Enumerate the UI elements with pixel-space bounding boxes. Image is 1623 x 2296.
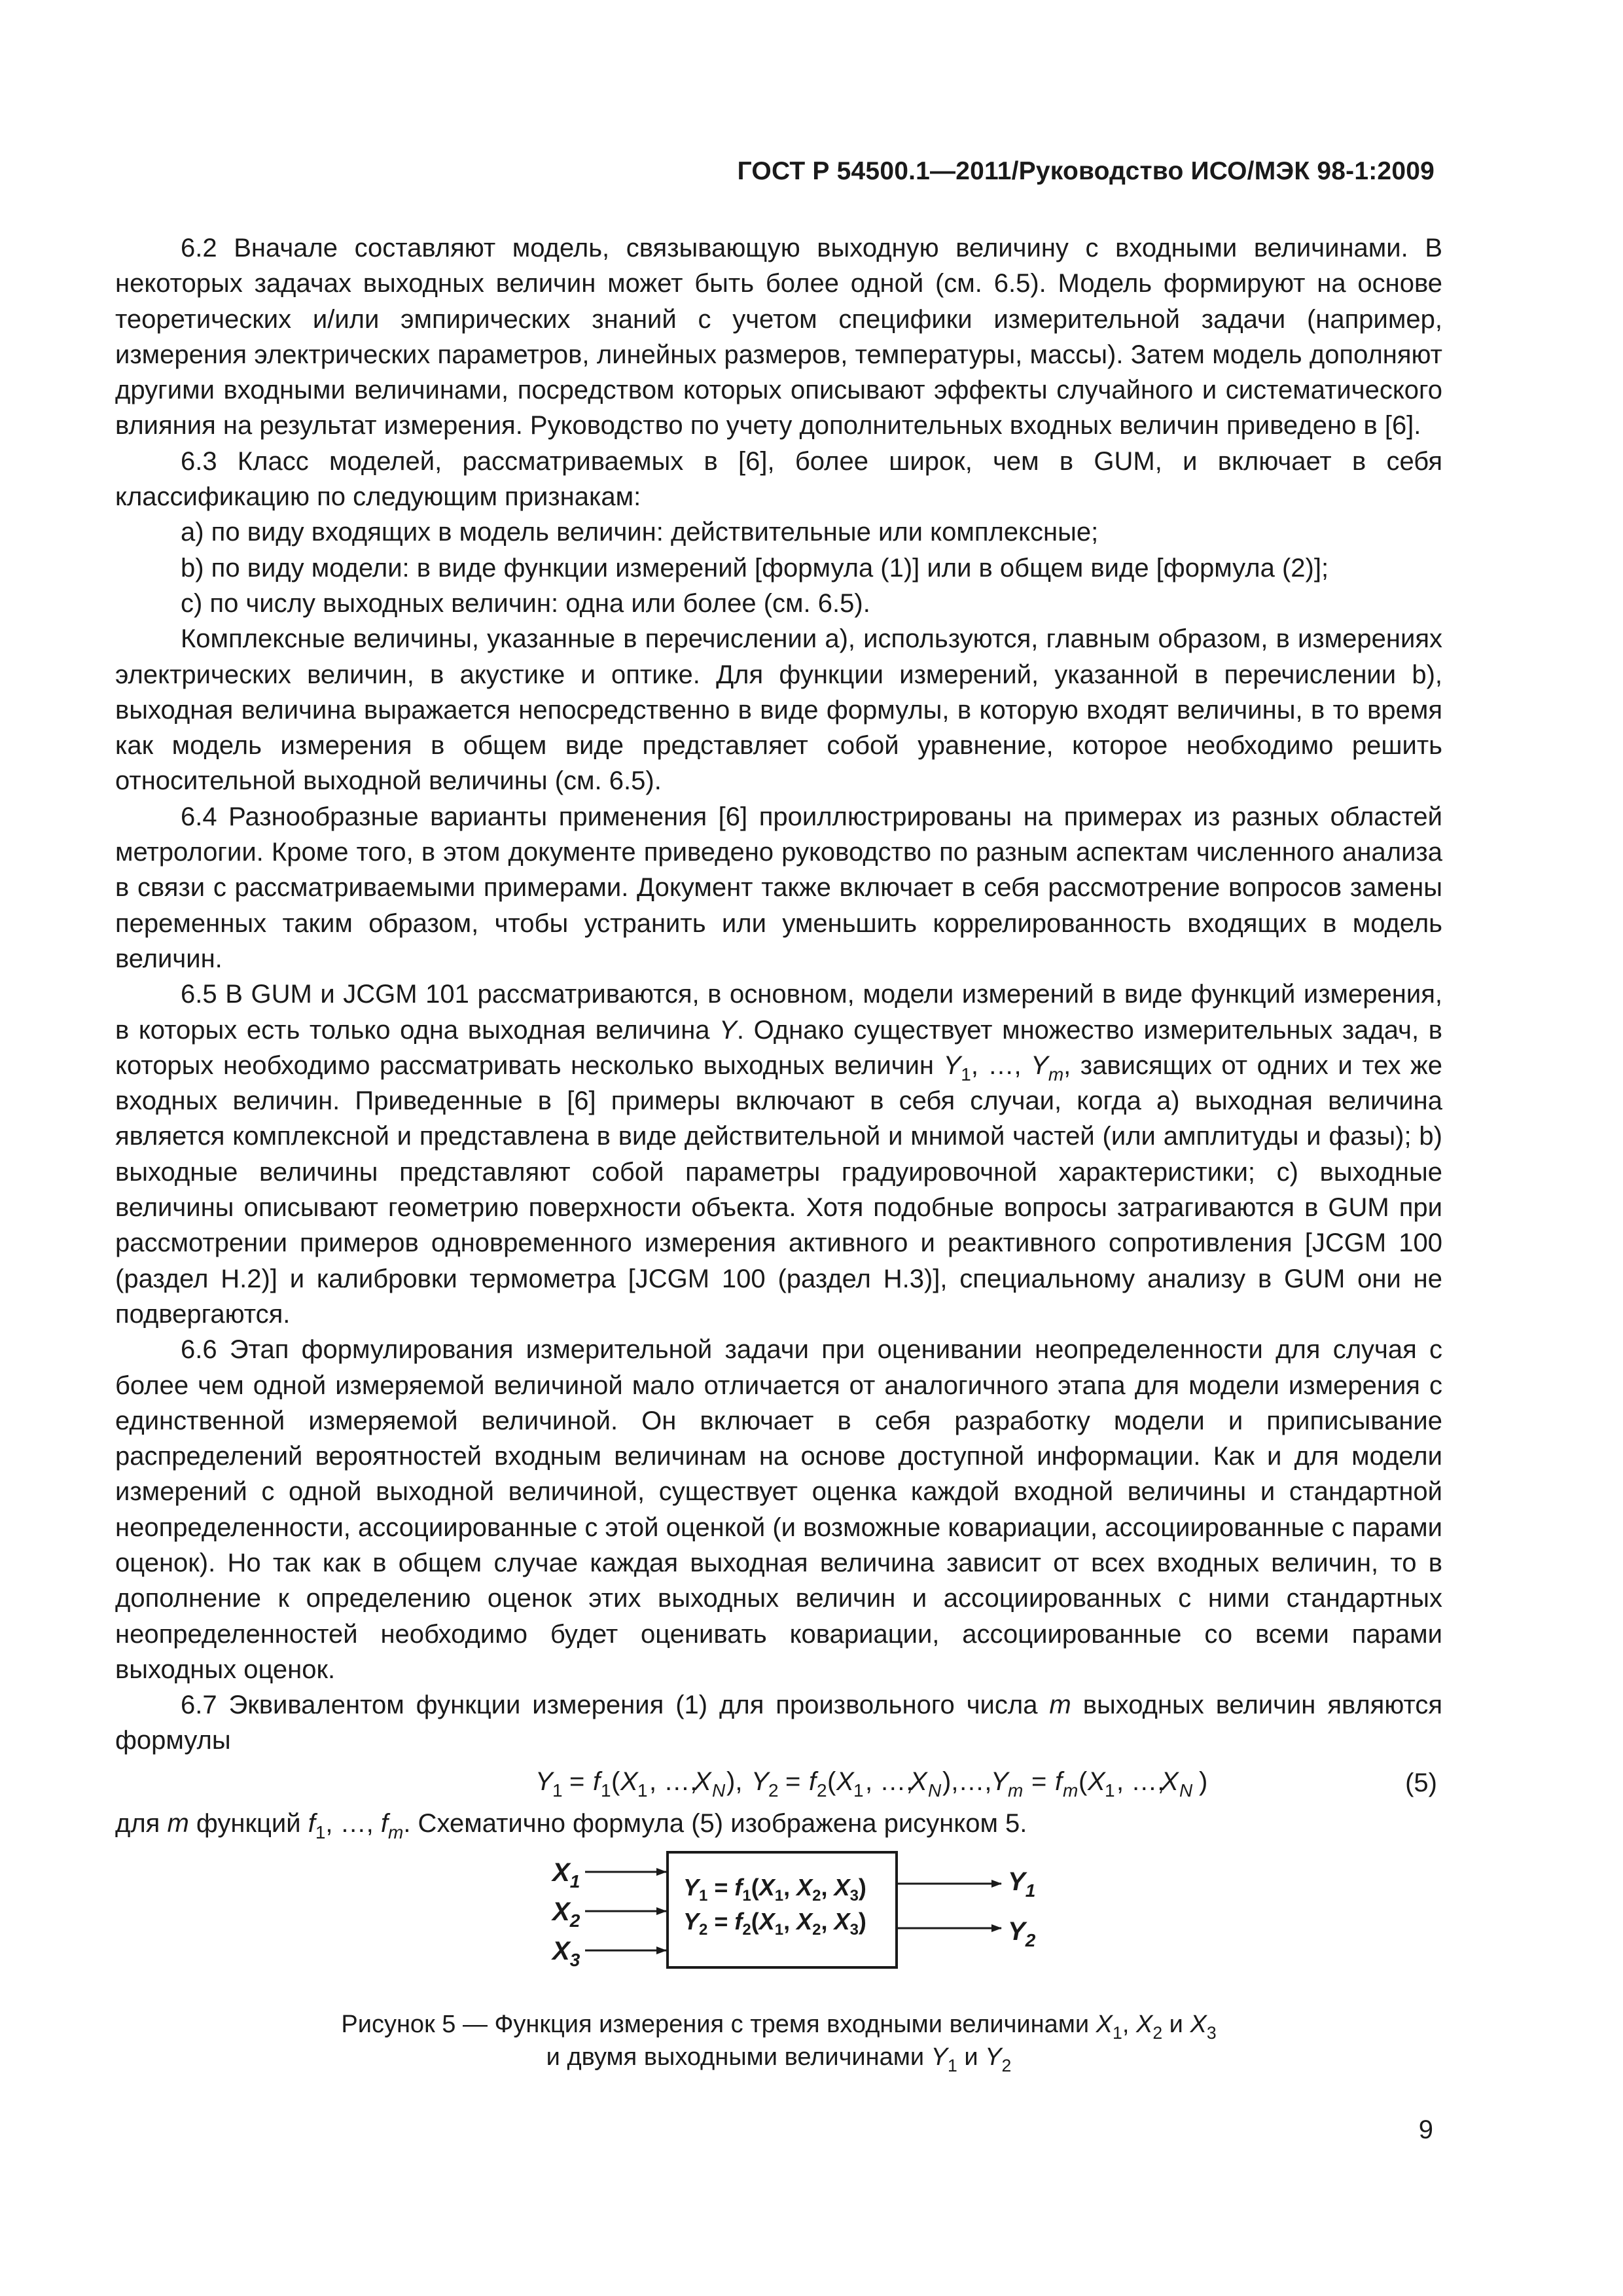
output-y2-label: $Y_2$ bbox=[1008, 1917, 1036, 1950]
input-x1-label: $X_1$ bbox=[552, 1858, 580, 1892]
list-item-c: c) по числу выходных величин: одна или более (см. 6.5). bbox=[181, 588, 870, 618]
caption-line-1: Рисунок 5 — Функция измерения с тремя входными величинами $X_1$, $X_2$ и $X_3$ bbox=[341, 2011, 1217, 2043]
svg-text:=: = bbox=[785, 1767, 801, 1796]
paragraph-6-4: 6.4 Разнообразные варианты применения [6] проиллюстрированы на примерах из разных областей метрологии. Кроме того, в этом документе приведено руководство по разным аспектам численного анализа в связи с рассматриваемыми примерами. Документ также включает в себя рассмотрение вопросов замены переменных таким образом, чтобы устранить или уменьшить коррелированность входящих в модель величин. bbox=[115, 802, 1442, 973]
diagram-svg bbox=[543, 1844, 1093, 1995]
document-header: ГОСТ Р 54500.1—2011/Руководство ИСО/МЭК 98-1:2009 bbox=[737, 157, 1435, 185]
formula-svg bbox=[424, 1761, 1275, 1803]
box-equation-1: $Y_1 = f_1(X_1$, $X_2$, $X_3$) bbox=[683, 1874, 866, 1905]
paragraph-complex: Комплексные величины, указанные в перечислении а), используются, главным образом, в измерениях электрических величин, в акустике и оптике. Для функции измерений, указанной в перечислении b), выходная величина выражается непосредственно в виде формулы, в которую входят величины, в то время как модель измерения в общем виде представляет собой уравнение, которое необходимо решить относительной выходной величины (см. 6.5). bbox=[115, 624, 1442, 796]
paragraph-6-2: 6.2 Вначале составляют модель, связывающую выходную величину с входными величинами. В некоторых задачах выходных величин может быть более одной (см. 6.5). Модель формируют на основе теоретических и/или эмпирических знаний с учетом специфики измерительной задачи (например, измерения электрических параметров, линейных размеров, температуры, массы). Затем модель дополняют другими входными величинами, посредством которых описывают эффекты случайного и систематического влияния на результат измерения. Руководство по учету дополнительных входных величин приведено в [6]. bbox=[115, 234, 1442, 440]
svg-text:m: m bbox=[1063, 1780, 1079, 1801]
figure-5-diagram bbox=[543, 1844, 1093, 1998]
svg-text:=: = bbox=[1031, 1767, 1047, 1796]
svg-text:X: X bbox=[910, 1767, 927, 1796]
output-y1-label: $Y_1$ bbox=[1008, 1867, 1036, 1901]
svg-text:X: X bbox=[836, 1767, 854, 1796]
svg-text:N: N bbox=[712, 1780, 726, 1801]
svg-text:X: X bbox=[1088, 1767, 1105, 1796]
svg-text:2: 2 bbox=[768, 1780, 779, 1801]
svg-text:Y: Y bbox=[535, 1767, 553, 1796]
svg-text:(: ( bbox=[1079, 1767, 1088, 1796]
box-equation-2: $Y_2 = f_2(X_1$, $X_2$, $X_3$) bbox=[683, 1908, 866, 1939]
page-number: 9 bbox=[1418, 2115, 1433, 2144]
svg-text:),…,: ),…, bbox=[942, 1767, 992, 1796]
caption-line-2: и двумя выходными величинами $Y_1$ и $Y_2$ bbox=[546, 2043, 1012, 2075]
svg-text:, …,: , …, bbox=[1116, 1767, 1165, 1796]
svg-text:N: N bbox=[1179, 1780, 1193, 1801]
input-x3-label: $X_3$ bbox=[552, 1937, 580, 1970]
svg-text:1: 1 bbox=[552, 1780, 563, 1801]
svg-text:X: X bbox=[694, 1767, 711, 1796]
svg-text:N: N bbox=[928, 1780, 942, 1801]
paragraph-6-7: 6.7 Эквивалентом функции измерения (1) для произвольного числа m выходных величин являются формулы bbox=[115, 1691, 1442, 1755]
paragraph-6-5: 6.5 В GUM и JCGM 101 рассматриваются, в основном, модели измерений в виде функций измерения, в которых есть только одна выходная величина Y. Однако существует множество измерительных задач, в которых необходимо рассматривать несколько выходных величин $Y_1$, …, $Y_m$, зависящих от одних и тех же входных величин. Приведенные в [6] примеры включают в себя случаи, когда а) выходная величина является комплексной и представлена в виде действительной и мнимой частей (или амплитуды и фазы); b) выходные величины представляют собой параметры градуировочной характеристики; с) выходные величины описывают геометрию поверхности объекта. Хотя подобные вопросы затрагиваются в GUM при рассмотрении примеров одновременного измерения активного и реактивного сопротивления [JCGM 100 (раздел Н.2)] и калибровки термометра [JCGM 100 (раздел Н.3)], специальному анализу в GUM они не подвергаются. bbox=[115, 980, 1442, 1329]
figure-caption bbox=[115, 2008, 1442, 2073]
svg-text:X: X bbox=[620, 1767, 638, 1796]
svg-text:f: f bbox=[1055, 1767, 1063, 1796]
svg-text:2: 2 bbox=[817, 1780, 827, 1801]
svg-text:1: 1 bbox=[637, 1780, 648, 1801]
svg-text:(: ( bbox=[611, 1767, 620, 1796]
svg-text:, …,: , …, bbox=[649, 1767, 698, 1796]
svg-text:f: f bbox=[593, 1767, 601, 1796]
paragraph-6-3: 6.3 Класс моделей, рассматриваемых в [6], более широк, чем в GUM, и включает в себя классификацию по следующим признакам: bbox=[115, 446, 1442, 512]
svg-text:1: 1 bbox=[1105, 1780, 1115, 1801]
svg-text:f: f bbox=[809, 1767, 817, 1796]
list-item-a: a) по виду входящих в модель величин: действительные или комплексные; bbox=[181, 518, 1099, 547]
svg-text:1: 1 bbox=[601, 1780, 611, 1801]
svg-text:1: 1 bbox=[853, 1780, 864, 1801]
svg-text:Y: Y bbox=[751, 1767, 769, 1796]
svg-text:m: m bbox=[1008, 1780, 1024, 1801]
svg-text:=: = bbox=[569, 1767, 585, 1796]
input-x2-label: $X_2$ bbox=[552, 1897, 580, 1931]
svg-text:),: ), bbox=[726, 1767, 743, 1796]
svg-text:X: X bbox=[1161, 1767, 1179, 1796]
list-item-b: b) по виду модели: в виде функции измерений [формула (1)] или в общем виде [формула (2)]; bbox=[181, 553, 1329, 583]
svg-text:): ) bbox=[1199, 1767, 1208, 1796]
svg-text:Y: Y bbox=[991, 1767, 1008, 1796]
svg-text:(: ( bbox=[827, 1767, 836, 1796]
formula-expression bbox=[424, 1761, 1275, 1812]
paragraph-after-formula: для m функций $f_1$, …, $f_m$. Схематично формула (5) изображена рисунком 5. bbox=[115, 1808, 1027, 1842]
paragraph-6-6: 6.6 Этап формулирования измерительной задачи при оценивании неопределенности для случая с более чем одной измеряемой величиной мало отличается от аналогичного этапа для модели измерения с единственной измеряемой величиной. Он включает в себя разработку модели и приписывание распределений вероятностей входным величинам на основе доступной информации. Как и для модели измерений с одной выходной величиной, существует оценка каждой входной величины и стандартной неопределенности, ассоциированные с этой оценкой (и возможные ковариации, ассоциированные с парами оценок). Но так как в общем случае каждая выходная величина зависит от всех входных величин, то в дополнение к определению оценок этих выходных величин и ассоциированных с ними стандартных неопределенностей необходимо будет оценивать ковариации, ассоциированные со всеми парами выходных оценок. bbox=[115, 1335, 1442, 1684]
formula-5 bbox=[115, 1759, 1442, 1806]
body-text bbox=[115, 230, 1442, 1841]
svg-text:, …,: , …, bbox=[865, 1767, 914, 1796]
formula-number: (5) bbox=[1405, 1768, 1437, 1797]
